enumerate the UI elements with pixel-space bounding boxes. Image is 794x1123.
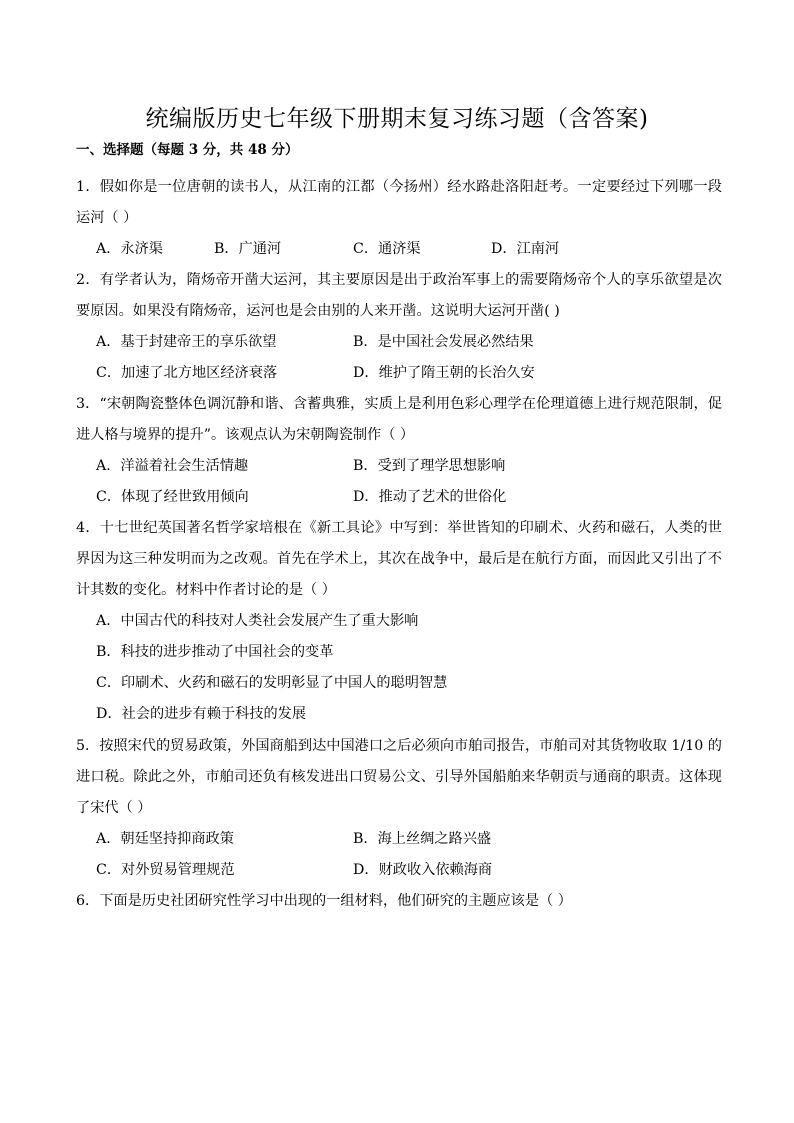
question-3-option-c: C．体现了经世致用倾向 xyxy=(96,489,249,505)
question-3-option-a: A．洋溢着社会生活情趣 xyxy=(96,458,249,474)
question-3: 3．“宋朝陶瓷整体色调沉静和谐、含蓄典雅，实质上是利用色彩心理学在伦理道德上进行规范限制，促进人格与境界的提升”。该观点认为宋朝陶瓷制作（ ） xyxy=(76,396,722,443)
page-title: 统编版历史七年级下册期末复习练习题（含答案) xyxy=(145,106,649,132)
question-3-options-row-2 xyxy=(96,482,736,513)
question-5-options-row-1 xyxy=(96,824,736,855)
question-3-option-b: B．受到了理学思想影响 xyxy=(353,458,506,474)
question-2-options-row-1 xyxy=(96,327,736,358)
question-5: 5．按照宋代的贸易政策，外国商船到达中国港口之后必须向市舶司报告，市舶司对其货物收取 1/10 的进口税。除此之外，市舶司还负有核发进出口贸易公文、引导外国船舶来华朝贡与通商的职责。这体现了宋代（ ） xyxy=(76,738,722,816)
question-5-option-b: B．海上丝绸之路兴盛 xyxy=(353,831,492,847)
question-3-options-row-1 xyxy=(96,451,736,482)
question-2-option-d: D．维护了隋王朝的长治久安 xyxy=(353,365,535,381)
question-2-option-b: B．是中国社会发展必然结果 xyxy=(353,334,534,350)
question-4-option-a: A．中国古代的科技对人类社会发展产生了重大影响 xyxy=(96,613,419,629)
question-4-option-b: B．科技的进步推动了中国社会的变革 xyxy=(96,644,334,660)
question-1-option-b: B．广通河 xyxy=(214,241,282,257)
question-6: 6．下面是历史社团研究性学习中出现的一组材料，他们研究的主题应该是（ ） xyxy=(76,893,572,909)
question-4-option-c: C．印刷术、火药和磁石的发明彰显了中国人的聪明智慧 xyxy=(96,675,448,691)
question-5-options-row-2 xyxy=(96,855,736,886)
question-4-option-d: D．社会的进步有赖于科技的发展 xyxy=(96,706,307,722)
question-2-option-c: C．加速了北方地区经济衰落 xyxy=(96,365,278,381)
question-1-options xyxy=(96,234,736,265)
question-1: 1．假如你是一位唐朝的读书人，从江南的江都（今扬州）经水路赴洛阳赶考。一定要经过下列哪一段运河（ ） xyxy=(76,179,722,226)
question-2-options-row-2 xyxy=(96,358,736,389)
question-1-option-c: C．通济渠 xyxy=(353,241,421,257)
question-2: 2．有学者认为，隋炀帝开凿大运河，其主要原因是出于政治军事上的需要隋炀帝个人的享乐欲望是次要原因。如果没有隋炀帝，运河也是会由别的人来开凿。这说明大运河开凿( ) xyxy=(76,272,722,319)
question-2-option-a: A．基于封建帝王的享乐欲望 xyxy=(96,334,277,350)
question-1-option-a: A．永济渠 xyxy=(96,241,163,257)
question-1-option-d: D．江南河 xyxy=(491,241,560,257)
question-5-option-a: A．朝廷坚持抑商政策 xyxy=(96,831,234,847)
question-4: 4．十七世纪英国著名哲学家培根在《新工具论》中写到：举世皆知的印刷术、火药和磁石，人类的世界因为这三种发明而为之改观。首先在学术上，其次在战争中，最后是在航行方面，而因此又引出了不计其数的变化。材料中作者讨论的是（ ） xyxy=(76,520,722,598)
question-3-option-d: D．推动了艺术的世俗化 xyxy=(353,489,507,505)
section-heading: 一、选择题（每题 3 分，共 48 分） xyxy=(76,142,299,158)
question-5-option-d: D．财政收入依赖海商 xyxy=(353,862,493,878)
question-5-option-c: C．对外贸易管理规范 xyxy=(96,862,235,878)
